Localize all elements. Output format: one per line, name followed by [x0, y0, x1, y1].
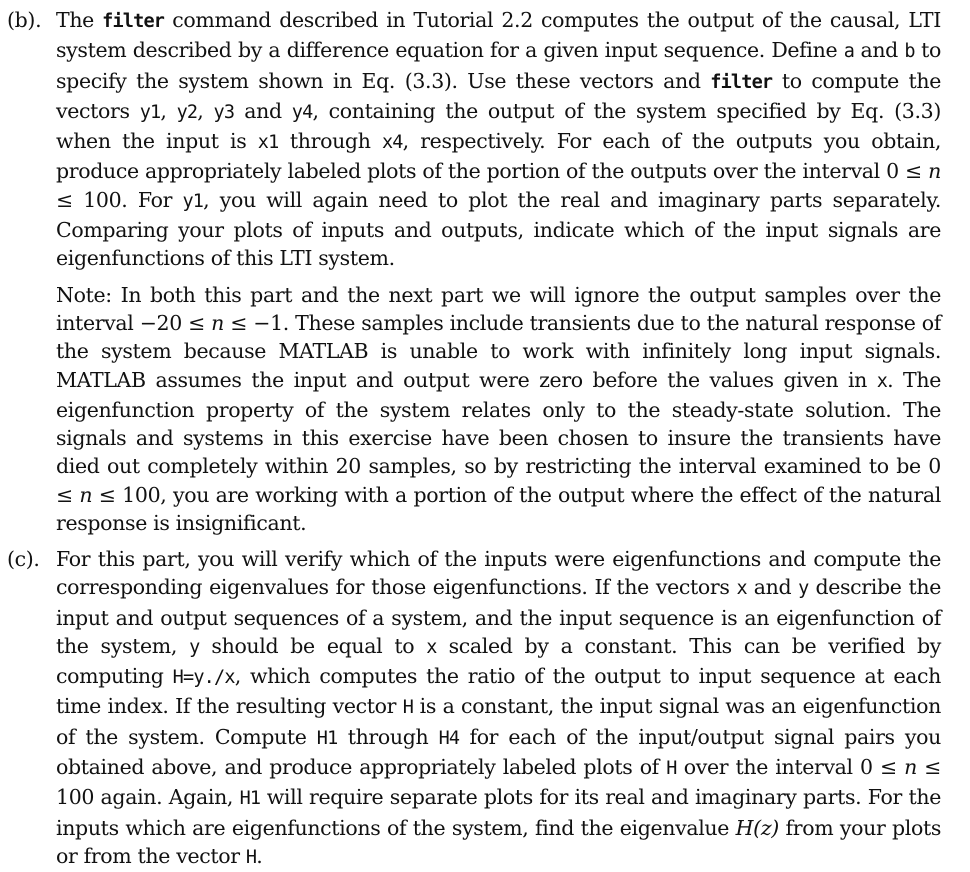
inline-code: filter: [102, 11, 165, 32]
inline-code: x4: [381, 132, 403, 154]
text-run: ≤ 100, you are working with a portion of the output where the effect of the natural response is insignificant.: [56, 482, 941, 536]
text-run: and: [234, 98, 292, 123]
text-run: ,: [160, 98, 177, 123]
text-run: Note: In both this part and the next part we will ignore the output samples over the interval −20 ≤: [56, 282, 941, 335]
text-run: and: [746, 575, 799, 600]
inline-code: H=y./x: [172, 667, 235, 689]
part-c-label: (c).: [7, 547, 40, 571]
inline-math: H(z): [735, 815, 779, 840]
text-run: , containing the output of the system specified by Eq. (3.3) when the input is: [56, 98, 941, 154]
inline-code: H: [666, 758, 677, 780]
text-run: . The eigenfunction property of the system relates only to the steady-state solution. The signals and systems in this exercise have been chosen to insure the transients have died out completely within 20 samples, so by restricting the interval examined to be 0 ≤: [56, 367, 942, 507]
text-run: for each of the input/output signal pairs you obtained above, and produce appropriately labeled plots of: [56, 724, 941, 780]
text-run: , respectively. For each of the outputs you obtain, produce appropriately labeled plots of the portion of the outputs over the interval 0 ≤: [56, 129, 941, 184]
text-run: The: [56, 8, 103, 32]
text-run: For this part, you will verify which of the inputs were eigenfunctions and compute the corresponding eigenvalues for those eigenfunctions. If the vectors: [56, 547, 941, 600]
text-run: will require separate plots for its real and imaginary parts. For the inputs which are eigenfunctions of the system, find the eigenvalue: [56, 785, 941, 840]
text-run: command described in Tutorial 2.2 computes the output of the causal, LTI system described by a difference equation for a given input sequence. Define: [56, 8, 942, 63]
text-run: over the interval 0 ≤: [676, 755, 905, 780]
inline-code: y4: [291, 101, 313, 123]
inline-code: x: [736, 578, 747, 600]
text-run: through: [278, 129, 382, 154]
inline-math: n: [211, 310, 225, 335]
text-run: should be equal to: [199, 633, 427, 658]
inline-code: H: [245, 846, 257, 868]
inline-code: H4: [438, 727, 460, 749]
text-run: is a constant, the input signal was an eigenfunction of the system. Compute: [56, 694, 941, 749]
inline-math: n: [79, 482, 93, 507]
text-run: ,: [197, 98, 214, 123]
text-run: from your plots or from the vector: [56, 815, 942, 868]
text-run: and: [854, 38, 905, 63]
text-run: .: [256, 843, 263, 868]
inline-code: x: [426, 636, 437, 658]
inline-code: a: [843, 41, 855, 63]
inline-code: y2: [176, 101, 198, 123]
text-run: ≤ 100 again. Again,: [56, 755, 942, 810]
part-c: [7, 545, 957, 872]
inline-code: H1: [316, 727, 338, 749]
text-run: , which computes the ratio of the output to input sequence at each time index. If the resulting vector: [56, 664, 941, 719]
part-b: [7, 6, 957, 537]
inline-code: y3: [213, 101, 235, 123]
inline-code: H: [402, 697, 414, 719]
inline-code: x1: [257, 132, 279, 154]
text-run: through: [337, 724, 439, 749]
inline-code: y: [189, 636, 200, 658]
part-c-paragraph: [56, 545, 941, 872]
text-run: to compute the vectors: [56, 68, 941, 123]
text-run: describe the input and output sequences of a system, and the input sequence is an eigenfunction of the system,: [56, 575, 941, 658]
part-b-paragraph: [56, 6, 941, 273]
inline-code: H1: [239, 788, 261, 810]
inline-math: n: [928, 159, 941, 184]
part-b-note-paragraph: [56, 281, 941, 538]
inline-code: y: [798, 578, 809, 600]
inline-code: y1: [182, 190, 204, 212]
inline-code: y1: [139, 101, 161, 123]
part-b-label: (b).: [7, 8, 42, 32]
inline-code: x: [876, 370, 888, 392]
text-run: scaled by a constant. This can be verified by computing: [56, 633, 941, 689]
text-run: ≤ −1. These samples include transients due to the natural response of the system because MATLAB is unable to work with infinitely long input signals. MATLAB assumes the input and output were zero before the values given in: [56, 310, 941, 392]
text-run: to specify the system shown in Eq. (3.3). Use these vectors and: [56, 38, 941, 93]
inline-code: filter: [710, 71, 773, 93]
text-run: ≤ 100. For: [56, 187, 183, 212]
inline-math: n: [904, 755, 917, 780]
text-run: , you will again need to plot the real and imaginary parts separately. Comparing your plots of inputs and outputs, indicate which of the input signals are eigenfunctions of this LTI system.: [56, 187, 941, 271]
inline-code: b: [904, 41, 915, 63]
